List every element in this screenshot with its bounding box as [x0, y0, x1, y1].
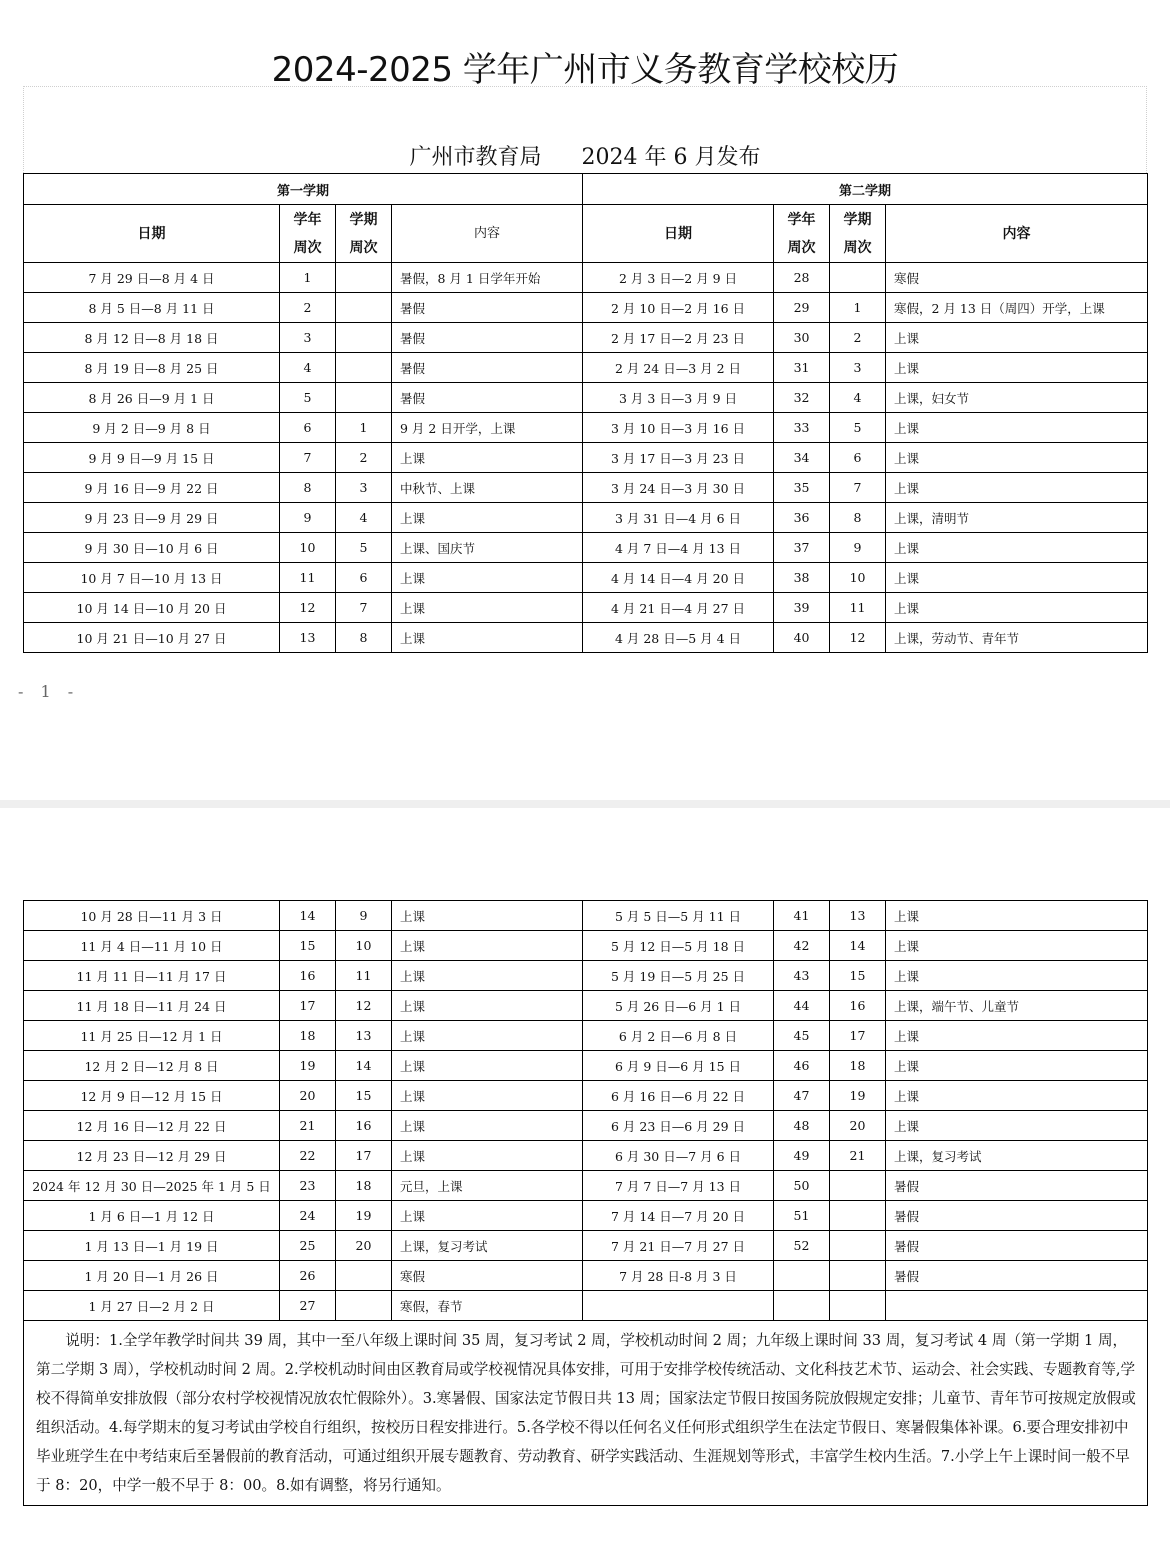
date-cell: 11 月 4 日—11 月 10 日 [24, 931, 280, 961]
year-week-cell-2: 36 [774, 503, 830, 533]
year-week-cell-2 [774, 1261, 830, 1291]
term-week-cell: 5 [336, 533, 392, 563]
table-row [24, 961, 1148, 991]
date-cell-2: 4 月 28 日—5 月 4 日 [583, 623, 774, 653]
content-cell: 暑假 [392, 383, 583, 413]
term-week-cell: 18 [336, 1171, 392, 1201]
table-body-page-1 [24, 263, 1148, 653]
content-cell-2 [886, 1291, 1148, 1321]
content-cell-2: 上课 [886, 533, 1148, 563]
date-cell-2: 3 月 31 日—4 月 6 日 [583, 503, 774, 533]
term-week-cell [336, 293, 392, 323]
year-week-cell-2: 35 [774, 473, 830, 503]
content-cell-2: 寒假，2 月 13 日（周四）开学，上课 [886, 293, 1148, 323]
term-week-cell-2: 5 [830, 413, 886, 443]
calendar-table-page-2 [23, 900, 1148, 1506]
col-year-week-line2: 周次 [787, 239, 816, 256]
term-week-cell-2 [830, 1261, 886, 1291]
col-year-week-line1: 学年 [787, 211, 816, 228]
content-cell: 上课 [392, 1111, 583, 1141]
page-2 [0, 808, 1170, 1552]
term-week-cell: 17 [336, 1141, 392, 1171]
term-week-cell-2: 19 [830, 1081, 886, 1111]
year-week-cell-2: 44 [774, 991, 830, 1021]
term-week-cell: 15 [336, 1081, 392, 1111]
table-row [24, 1111, 1148, 1141]
content-cell-2: 上课 [886, 563, 1148, 593]
year-week-cell: 1 [280, 263, 336, 293]
term-week-cell-2 [830, 263, 886, 293]
date-cell-2: 2 月 3 日—2 月 9 日 [583, 263, 774, 293]
content-cell: 上课 [392, 593, 583, 623]
date-cell-2: 2 月 10 日—2 月 16 日 [583, 293, 774, 323]
content-cell: 暑假，8 月 1 日学年开始 [392, 263, 583, 293]
table-row [24, 443, 1148, 473]
term-week-cell-2: 7 [830, 473, 886, 503]
year-week-cell: 9 [280, 503, 336, 533]
content-cell: 上课 [392, 1141, 583, 1171]
year-week-cell: 18 [280, 1021, 336, 1051]
content-cell-2: 上课 [886, 931, 1148, 961]
col-year-week-line1: 学年 [293, 211, 322, 228]
term-week-cell [336, 1291, 392, 1321]
table-row [24, 473, 1148, 503]
date-cell-2: 2 月 17 日—2 月 23 日 [583, 323, 774, 353]
table-row [24, 1081, 1148, 1111]
year-week-cell-2: 45 [774, 1021, 830, 1051]
table-row [24, 1051, 1148, 1081]
year-week-cell-2: 31 [774, 353, 830, 383]
term-week-cell-2: 13 [830, 901, 886, 931]
content-cell-2: 上课 [886, 1051, 1148, 1081]
date-cell-2: 7 月 14 日—7 月 20 日 [583, 1201, 774, 1231]
content-cell: 中秋节、上课 [392, 473, 583, 503]
publish-date: 2024 年 6 月发布 [581, 145, 761, 170]
content-cell-2: 上课 [886, 961, 1148, 991]
table-row [24, 1261, 1148, 1291]
document-title: 2024-2025 学年广州市义务教育学校校历 [271, 50, 899, 90]
date-cell: 7 月 29 日—8 月 4 日 [24, 263, 280, 293]
year-week-cell: 24 [280, 1201, 336, 1231]
year-week-cell: 16 [280, 961, 336, 991]
content-cell: 上课、国庆节 [392, 533, 583, 563]
year-week-cell: 6 [280, 413, 336, 443]
content-cell-2: 上课 [886, 593, 1148, 623]
year-week-cell: 23 [280, 1171, 336, 1201]
col-term-week-line1: 学期 [349, 211, 378, 228]
term-week-cell-2 [830, 1201, 886, 1231]
year-week-cell: 11 [280, 563, 336, 593]
content-cell: 上课 [392, 961, 583, 991]
table-row [24, 533, 1148, 563]
date-cell: 12 月 23 日—12 月 29 日 [24, 1141, 280, 1171]
term-week-cell [336, 383, 392, 413]
term-week-cell-2: 14 [830, 931, 886, 961]
date-cell: 10 月 28 日—11 月 3 日 [24, 901, 280, 931]
date-cell: 8 月 12 日—8 月 18 日 [24, 323, 280, 353]
col-date-header: 日期 [24, 205, 280, 263]
year-week-cell: 25 [280, 1231, 336, 1261]
date-cell-2: 2 月 24 日—3 月 2 日 [583, 353, 774, 383]
second-semester-header: 第二学期 [583, 174, 1148, 205]
date-cell: 1 月 6 日—1 月 12 日 [24, 1201, 280, 1231]
date-cell: 1 月 20 日—1 月 26 日 [24, 1261, 280, 1291]
content-cell-2: 上课 [886, 901, 1148, 931]
first-semester-header: 第一学期 [24, 174, 583, 205]
date-cell: 8 月 5 日—8 月 11 日 [24, 293, 280, 323]
content-cell: 上课 [392, 991, 583, 1021]
year-week-cell-2: 33 [774, 413, 830, 443]
term-week-cell: 1 [336, 413, 392, 443]
date-cell: 11 月 25 日—12 月 1 日 [24, 1021, 280, 1051]
year-week-cell: 22 [280, 1141, 336, 1171]
term-week-cell: 12 [336, 991, 392, 1021]
content-cell-2: 上课，端午节、儿童节 [886, 991, 1148, 1021]
content-cell-2: 上课 [886, 353, 1148, 383]
col-date-header-2: 日期 [583, 205, 774, 263]
date-cell-2: 5 月 26 日—6 月 1 日 [583, 991, 774, 1021]
year-week-cell-2: 43 [774, 961, 830, 991]
date-cell: 1 月 13 日—1 月 19 日 [24, 1231, 280, 1261]
date-cell-2: 7 月 21 日—7 月 27 日 [583, 1231, 774, 1261]
term-week-cell-2: 11 [830, 593, 886, 623]
term-week-cell-2: 20 [830, 1111, 886, 1141]
date-cell-2: 6 月 2 日—6 月 8 日 [583, 1021, 774, 1051]
content-cell: 寒假 [392, 1261, 583, 1291]
table-row [24, 623, 1148, 653]
year-week-cell-2: 30 [774, 323, 830, 353]
table-row [24, 383, 1148, 413]
term-week-cell-2: 4 [830, 383, 886, 413]
content-cell: 9 月 2 日开学，上课 [392, 413, 583, 443]
content-cell-2: 暑假 [886, 1261, 1148, 1291]
table-row [24, 1171, 1148, 1201]
term-week-cell: 11 [336, 961, 392, 991]
term-week-cell: 3 [336, 473, 392, 503]
term-week-cell-2: 3 [830, 353, 886, 383]
term-week-cell: 20 [336, 1231, 392, 1261]
content-cell: 上课 [392, 901, 583, 931]
term-week-cell-2 [830, 1291, 886, 1321]
content-cell: 上课 [392, 1201, 583, 1231]
year-week-cell-2: 42 [774, 931, 830, 961]
content-cell: 上课 [392, 1051, 583, 1081]
date-cell: 12 月 16 日—12 月 22 日 [24, 1111, 280, 1141]
content-cell-2: 上课 [886, 443, 1148, 473]
date-cell: 8 月 26 日—9 月 1 日 [24, 383, 280, 413]
table-row [24, 563, 1148, 593]
date-cell: 9 月 2 日—9 月 8 日 [24, 413, 280, 443]
date-cell: 10 月 7 日—10 月 13 日 [24, 563, 280, 593]
col-year-week-header [280, 205, 336, 263]
content-cell-2: 上课 [886, 473, 1148, 503]
year-week-cell-2: 41 [774, 901, 830, 931]
year-week-cell-2: 52 [774, 1231, 830, 1261]
date-cell: 2024 年 12 月 30 日—2025 年 1 月 5 日 [24, 1171, 280, 1201]
term-week-cell: 19 [336, 1201, 392, 1231]
date-cell-2: 7 月 7 日—7 月 13 日 [583, 1171, 774, 1201]
content-cell-2: 上课 [886, 1021, 1148, 1051]
year-week-cell: 19 [280, 1051, 336, 1081]
year-week-cell: 17 [280, 991, 336, 1021]
year-week-cell-2: 39 [774, 593, 830, 623]
term-week-cell-2: 8 [830, 503, 886, 533]
term-week-cell: 9 [336, 901, 392, 931]
date-cell-2: 6 月 23 日—6 月 29 日 [583, 1111, 774, 1141]
content-cell: 暑假 [392, 293, 583, 323]
table-row [24, 503, 1148, 533]
term-week-cell-2 [830, 1231, 886, 1261]
term-week-cell-2: 15 [830, 961, 886, 991]
col-content-header: 内容 [392, 205, 583, 263]
content-cell: 上课 [392, 931, 583, 961]
year-week-cell: 3 [280, 323, 336, 353]
year-week-cell-2 [774, 1291, 830, 1321]
year-week-cell: 2 [280, 293, 336, 323]
date-cell-2: 5 月 12 日—5 月 18 日 [583, 931, 774, 961]
date-cell: 11 月 18 日—11 月 24 日 [24, 991, 280, 1021]
date-cell-2: 4 月 14 日—4 月 20 日 [583, 563, 774, 593]
term-week-cell-2 [830, 1171, 886, 1201]
year-week-cell: 8 [280, 473, 336, 503]
table-row [24, 593, 1148, 623]
content-cell-2: 上课，劳动节、青年节 [886, 623, 1148, 653]
date-cell-2: 6 月 16 日—6 月 22 日 [583, 1081, 774, 1111]
col-term-week-line2: 周次 [843, 239, 872, 256]
year-week-cell-2: 48 [774, 1111, 830, 1141]
date-cell: 11 月 11 日—11 月 17 日 [24, 961, 280, 991]
col-term-week-header-2 [830, 205, 886, 263]
date-cell: 1 月 27 日—2 月 2 日 [24, 1291, 280, 1321]
year-week-cell-2: 34 [774, 443, 830, 473]
table-row [24, 353, 1148, 383]
year-week-cell-2: 29 [774, 293, 830, 323]
table-row [24, 1291, 1148, 1321]
term-week-cell: 16 [336, 1111, 392, 1141]
content-cell: 上课 [392, 563, 583, 593]
date-cell: 9 月 30 日—10 月 6 日 [24, 533, 280, 563]
table-row [24, 1021, 1148, 1051]
term-week-cell-2: 16 [830, 991, 886, 1021]
year-week-cell-2: 40 [774, 623, 830, 653]
date-cell: 8 月 19 日—8 月 25 日 [24, 353, 280, 383]
date-cell: 12 月 9 日—12 月 15 日 [24, 1081, 280, 1111]
year-week-cell-2: 38 [774, 563, 830, 593]
col-content-header-2: 内容 [886, 205, 1148, 263]
table-row [24, 323, 1148, 353]
term-week-cell [336, 353, 392, 383]
term-week-cell: 6 [336, 563, 392, 593]
table-row [24, 293, 1148, 323]
year-week-cell: 4 [280, 353, 336, 383]
calendar-table-page-1 [23, 173, 1148, 653]
table-row [24, 263, 1148, 293]
content-cell-2: 寒假 [886, 263, 1148, 293]
notes-text: 说明：1.全学年教学时间共 39 周，其中一至八年级上课时间 35 周，复习考试 2 周，学校机动时间 2 周；九年级上课时间 33 周，复习考试 4 周（第一学期 1 周，第二学期 3 周），学校机动时间 2 周。2.学校机动时间由区教育局或学校视情况具体安排，可用于安排学校传统活动、文化科技艺术节、运动会、社会实践、专题教育等,学校不得简单安排放假（部分农村学校视情况放农忙假除外）。3.寒暑假、国家法定节假日共 13 周；国家法定节假日按国务院放假规定安排；儿童节、青年节可按规定放假或组织活动。4.每学期末的复习考试由学校自行组织，按校历日程安排进行。5.各学校不得以任何名义任何形式组织学生在法定节假日、寒暑假集体补课。6.要合理安排初中毕业班学生在中考结束后至暑假前的教育活动，可通过组织开展专题教育、劳动教育、研学实践活动、生涯规划等形式，丰富学生校内生活。7.小学上午上课时间一般不早于 8：20，中学一般不早于 8：00。8.如有调整，将另行通知。 [24, 1321, 1148, 1506]
year-week-cell: 26 [280, 1261, 336, 1291]
year-week-cell-2: 37 [774, 533, 830, 563]
col-term-week-line2: 周次 [349, 239, 378, 256]
page-number: - 1 - [18, 682, 80, 701]
table-row [24, 1231, 1148, 1261]
content-cell: 寒假，春节 [392, 1291, 583, 1321]
year-week-cell: 12 [280, 593, 336, 623]
term-week-cell-2: 1 [830, 293, 886, 323]
page-separator [0, 800, 1170, 808]
term-week-cell-2: 9 [830, 533, 886, 563]
date-cell: 9 月 16 日—9 月 22 日 [24, 473, 280, 503]
term-week-cell-2: 18 [830, 1051, 886, 1081]
date-cell-2: 5 月 5 日—5 月 11 日 [583, 901, 774, 931]
year-week-cell: 21 [280, 1111, 336, 1141]
date-cell: 10 月 21 日—10 月 27 日 [24, 623, 280, 653]
term-week-cell [336, 263, 392, 293]
publisher-org: 广州市教育局 [409, 145, 542, 170]
term-week-cell: 2 [336, 443, 392, 473]
content-cell-2: 上课，复习考试 [886, 1141, 1148, 1171]
date-cell-2: 5 月 19 日—5 月 25 日 [583, 961, 774, 991]
date-cell-2: 6 月 30 日—7 月 6 日 [583, 1141, 774, 1171]
content-cell-2: 上课 [886, 323, 1148, 353]
content-cell: 上课，复习考试 [392, 1231, 583, 1261]
content-cell-2: 上课 [886, 413, 1148, 443]
date-cell-2 [583, 1291, 774, 1321]
term-week-cell-2: 17 [830, 1021, 886, 1051]
year-week-cell-2: 50 [774, 1171, 830, 1201]
year-week-cell-2: 49 [774, 1141, 830, 1171]
date-cell-2: 6 月 9 日—6 月 15 日 [583, 1051, 774, 1081]
content-cell-2: 上课 [886, 1111, 1148, 1141]
date-cell-2: 3 月 24 日—3 月 30 日 [583, 473, 774, 503]
table-row [24, 901, 1148, 931]
content-cell-2: 暑假 [886, 1231, 1148, 1261]
term-week-cell: 14 [336, 1051, 392, 1081]
content-cell: 元旦，上课 [392, 1171, 583, 1201]
year-week-cell: 5 [280, 383, 336, 413]
year-week-cell: 13 [280, 623, 336, 653]
table-body-page-2 [24, 901, 1148, 1321]
term-week-cell-2: 10 [830, 563, 886, 593]
date-cell-2: 7 月 28 日-8 月 3 日 [583, 1261, 774, 1291]
year-week-cell-2: 32 [774, 383, 830, 413]
date-cell: 10 月 14 日—10 月 20 日 [24, 593, 280, 623]
year-week-cell-2: 28 [774, 263, 830, 293]
content-cell: 暑假 [392, 353, 583, 383]
term-week-cell-2: 21 [830, 1141, 886, 1171]
col-year-week-header-2 [774, 205, 830, 263]
date-cell: 9 月 23 日—9 月 29 日 [24, 503, 280, 533]
term-week-cell: 4 [336, 503, 392, 533]
year-week-cell-2: 51 [774, 1201, 830, 1231]
year-week-cell: 10 [280, 533, 336, 563]
term-week-cell: 7 [336, 593, 392, 623]
content-cell: 上课 [392, 623, 583, 653]
year-week-cell: 27 [280, 1291, 336, 1321]
content-cell-2: 上课，妇女节 [886, 383, 1148, 413]
content-cell-2: 暑假 [886, 1201, 1148, 1231]
term-week-cell: 10 [336, 931, 392, 961]
year-week-cell-2: 46 [774, 1051, 830, 1081]
year-week-cell-2: 47 [774, 1081, 830, 1111]
content-cell: 暑假 [392, 323, 583, 353]
content-cell: 上课 [392, 443, 583, 473]
year-week-cell: 14 [280, 901, 336, 931]
table-row [24, 931, 1148, 961]
date-cell-2: 4 月 21 日—4 月 27 日 [583, 593, 774, 623]
col-term-week-header [336, 205, 392, 263]
table-row [24, 413, 1148, 443]
date-cell-2: 3 月 3 日—3 月 9 日 [583, 383, 774, 413]
date-cell: 9 月 9 日—9 月 15 日 [24, 443, 280, 473]
col-term-week-line1: 学期 [843, 211, 872, 228]
year-week-cell: 15 [280, 931, 336, 961]
content-cell-2: 暑假 [886, 1171, 1148, 1201]
col-year-week-line2: 周次 [293, 239, 322, 256]
content-cell: 上课 [392, 503, 583, 533]
term-week-cell-2: 12 [830, 623, 886, 653]
year-week-cell: 20 [280, 1081, 336, 1111]
term-week-cell-2: 6 [830, 443, 886, 473]
date-cell: 12 月 2 日—12 月 8 日 [24, 1051, 280, 1081]
content-cell: 上课 [392, 1081, 583, 1111]
content-cell: 上课 [392, 1021, 583, 1051]
date-cell-2: 4 月 7 日—4 月 13 日 [583, 533, 774, 563]
term-week-cell-2: 2 [830, 323, 886, 353]
content-cell-2: 上课 [886, 1081, 1148, 1111]
term-week-cell: 8 [336, 623, 392, 653]
publisher-line [0, 140, 1170, 171]
table-row [24, 991, 1148, 1021]
table-row [24, 1201, 1148, 1231]
term-week-cell [336, 323, 392, 353]
term-week-cell: 13 [336, 1021, 392, 1051]
content-cell-2: 上课，清明节 [886, 503, 1148, 533]
term-week-cell [336, 1261, 392, 1291]
year-week-cell: 7 [280, 443, 336, 473]
date-cell-2: 3 月 10 日—3 月 16 日 [583, 413, 774, 443]
date-cell-2: 3 月 17 日—3 月 23 日 [583, 443, 774, 473]
table-row [24, 1141, 1148, 1171]
